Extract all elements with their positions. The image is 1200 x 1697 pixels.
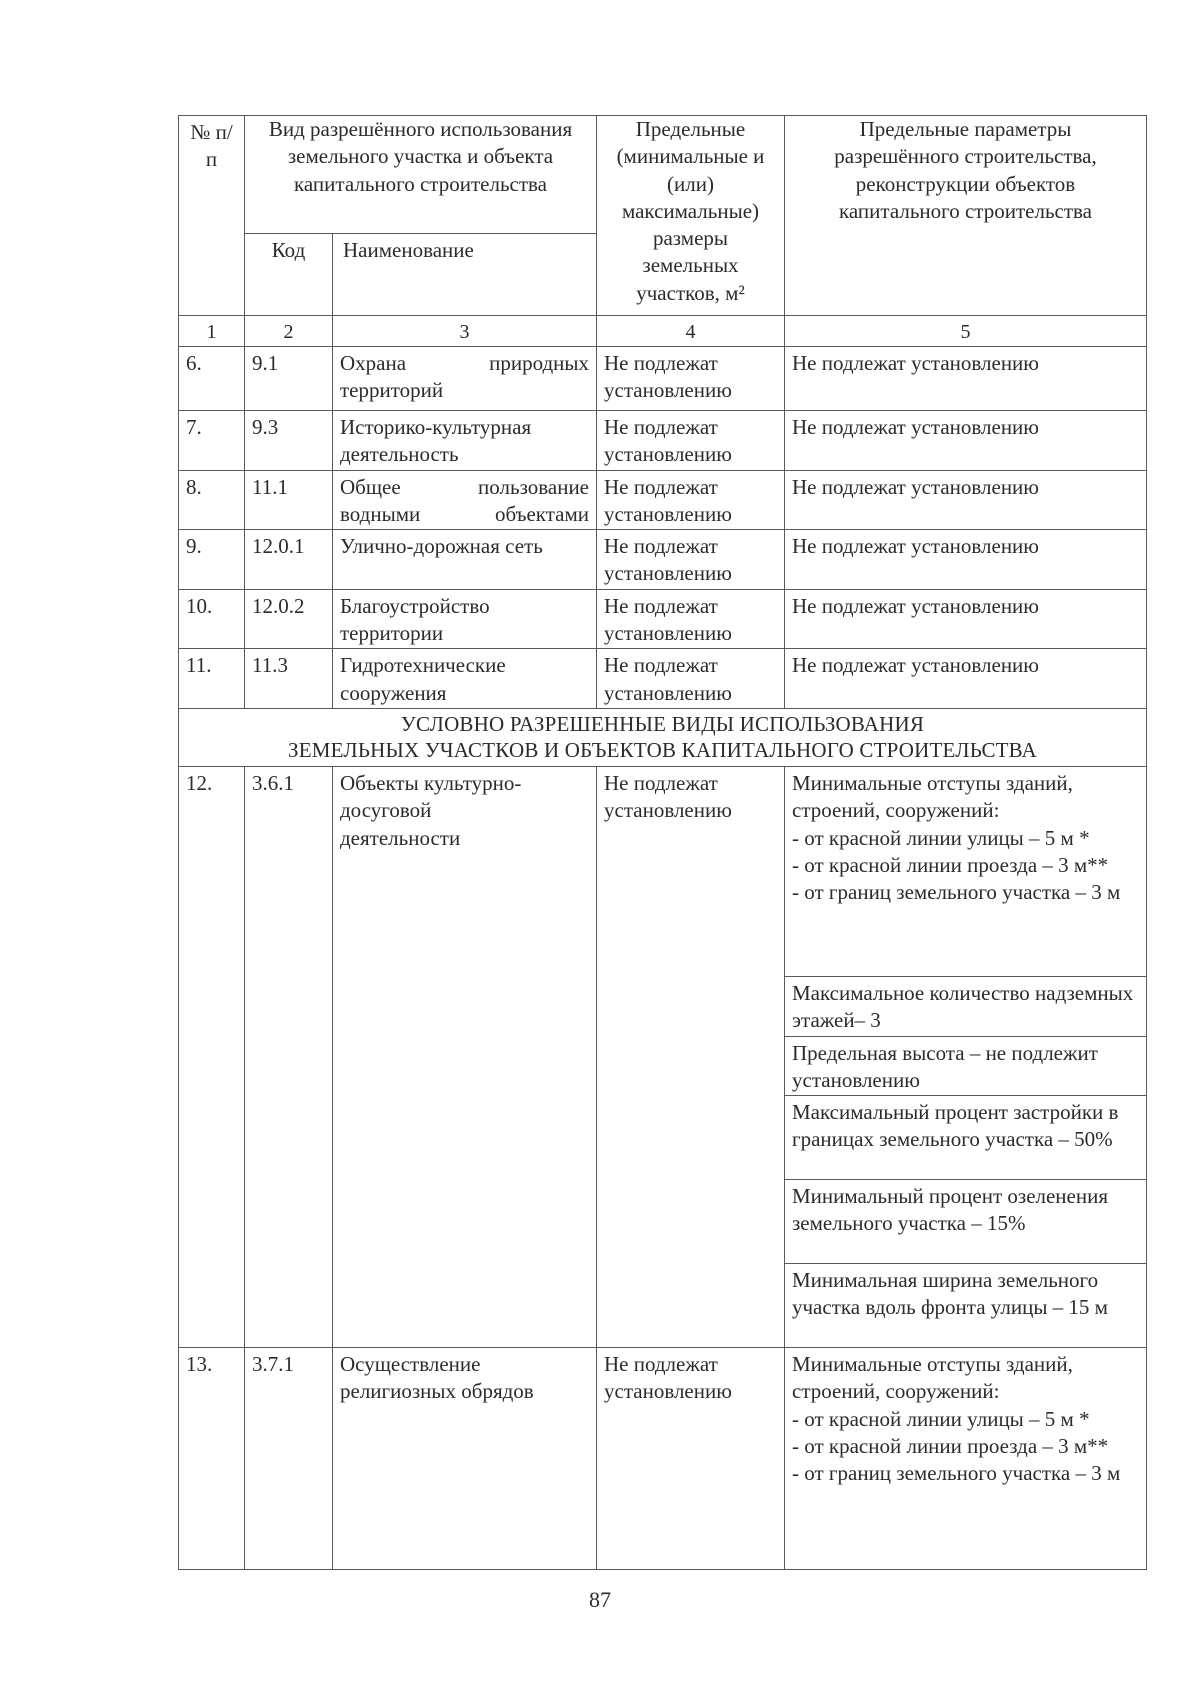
table-row — [179, 347, 1147, 411]
table-row — [179, 411, 1147, 471]
row-sizes: Не подлежат установлению — [597, 589, 785, 649]
row-name: Улично-дорожная сеть — [333, 530, 597, 590]
param-setbacks — [785, 1348, 1147, 1570]
header-name: Наименование — [333, 234, 597, 316]
header-use-type: Вид разрешённого использования земельного участка и объекта капитального строительства — [245, 116, 597, 234]
row-params: Не подлежат установлению — [785, 347, 1147, 411]
col-number-1: 1 — [179, 316, 245, 347]
row-number: 9. — [179, 530, 245, 590]
row-code: 3.6.1 — [245, 766, 333, 1347]
param-coverage: Максимальный процент застройки в границах земельного участка – 50% — [785, 1096, 1147, 1180]
col-number-3: 3 — [333, 316, 597, 347]
row-name: Благоустройство территории — [333, 589, 597, 649]
param-line: - от красной линии проезда – 3 м** — [792, 1434, 1109, 1459]
param-plot-width: Минимальная ширина земельного участка вдоль фронта улицы – 15 м — [785, 1264, 1147, 1348]
row-params: Не подлежат установлению — [785, 411, 1147, 471]
header-build-params: Предельные параметры разрешённого строительства, реконструкции объектов капитального строительства — [785, 116, 1147, 316]
row-number: 7. — [179, 411, 245, 471]
param-line: - от красной линии проезда – 3 м** — [792, 852, 1109, 877]
row-sizes: Не подлежат установлению — [597, 766, 785, 1347]
row-code: 11.3 — [245, 649, 333, 709]
row-sizes: Не подлежат установлению — [597, 411, 785, 471]
page-number: 87 — [589, 1587, 611, 1612]
row-code: 9.3 — [245, 411, 333, 471]
row-sizes: Не подлежат установлению — [597, 530, 785, 590]
param-height: Предельная высота – не подлежит установлению — [785, 1036, 1147, 1096]
row-params: Не подлежат установлению — [785, 470, 1147, 530]
row-name: Историко-культурная деятельность — [333, 411, 597, 471]
row-number: 12. — [179, 766, 245, 1347]
param-setbacks — [785, 766, 1147, 976]
row-name: Общее пользование водными объектами — [333, 470, 597, 530]
section-title-line-1: УСЛОВНО РАЗРЕШЕННЫЕ ВИДЫ ИСПОЛЬЗОВАНИЯ — [400, 711, 925, 736]
row-number: 6. — [179, 347, 245, 411]
row-params: Не подлежат установлению — [785, 649, 1147, 709]
col-number-5: 5 — [785, 316, 1147, 347]
section-title-line-2: ЗЕМЕЛЬНЫХ УЧАСТКОВ И ОБЪЕКТОВ КАПИТАЛЬНОГО СТРОИТЕЛЬСТВА — [288, 737, 1037, 762]
row-code: 9.1 — [245, 347, 333, 411]
table-row — [179, 470, 1147, 530]
header-code: Код — [245, 234, 333, 316]
row-number: 10. — [179, 589, 245, 649]
row-sizes: Не подлежат установлению — [597, 470, 785, 530]
row-params: Не подлежат установлению — [785, 589, 1147, 649]
col-number-2: 2 — [245, 316, 333, 347]
param-line: - от границ земельного участка – 3 м — [792, 880, 1121, 905]
table-row — [179, 766, 1147, 976]
row-code: 12.0.2 — [245, 589, 333, 649]
col-number-4: 4 — [597, 316, 785, 347]
table-row — [179, 589, 1147, 649]
row-number: 13. — [179, 1348, 245, 1570]
row-params: Не подлежат установлению — [785, 530, 1147, 590]
table-row — [179, 1348, 1147, 1570]
row-number: 11. — [179, 649, 245, 709]
param-floors: Максимальное количество надземных этажей– 3 — [785, 976, 1147, 1036]
table-row — [179, 649, 1147, 709]
row-sizes: Не подлежат установлению — [597, 1348, 785, 1570]
row-name: Гидротехнические сооружения — [333, 649, 597, 709]
row-name: Осуществление религиозных обрядов — [333, 1348, 597, 1570]
land-use-table — [178, 115, 1147, 1570]
param-greenery: Минимальный процент озеленения земельного участка – 15% — [785, 1180, 1147, 1264]
row-number: 8. — [179, 470, 245, 530]
row-code: 11.1 — [245, 470, 333, 530]
param-line: - от красной линии улицы – 5 м * — [792, 1406, 1090, 1431]
row-sizes: Не подлежат установлению — [597, 649, 785, 709]
param-line: - от красной линии улицы – 5 м * — [792, 825, 1090, 850]
header-plot-sizes: Предельные (минимальные и (или) максимальные) размеры земельных участков, м² — [597, 116, 785, 316]
section-title — [179, 708, 1147, 766]
param-line: Минимальные отступы зданий, строений, сооружений: — [792, 770, 1073, 823]
table-row — [179, 530, 1147, 590]
row-sizes: Не подлежат установлению — [597, 347, 785, 411]
param-line: Минимальные отступы зданий, строений, сооружений: — [792, 1352, 1073, 1404]
row-code: 3.7.1 — [245, 1348, 333, 1570]
row-code: 12.0.1 — [245, 530, 333, 590]
row-name: Объекты культурно-досуговой деятельности — [333, 766, 597, 1347]
param-line: - от границ земельного участка – 3 м — [792, 1461, 1121, 1486]
header-number: № п/п — [179, 116, 245, 316]
row-name: Охрана природных территорий — [333, 347, 597, 411]
